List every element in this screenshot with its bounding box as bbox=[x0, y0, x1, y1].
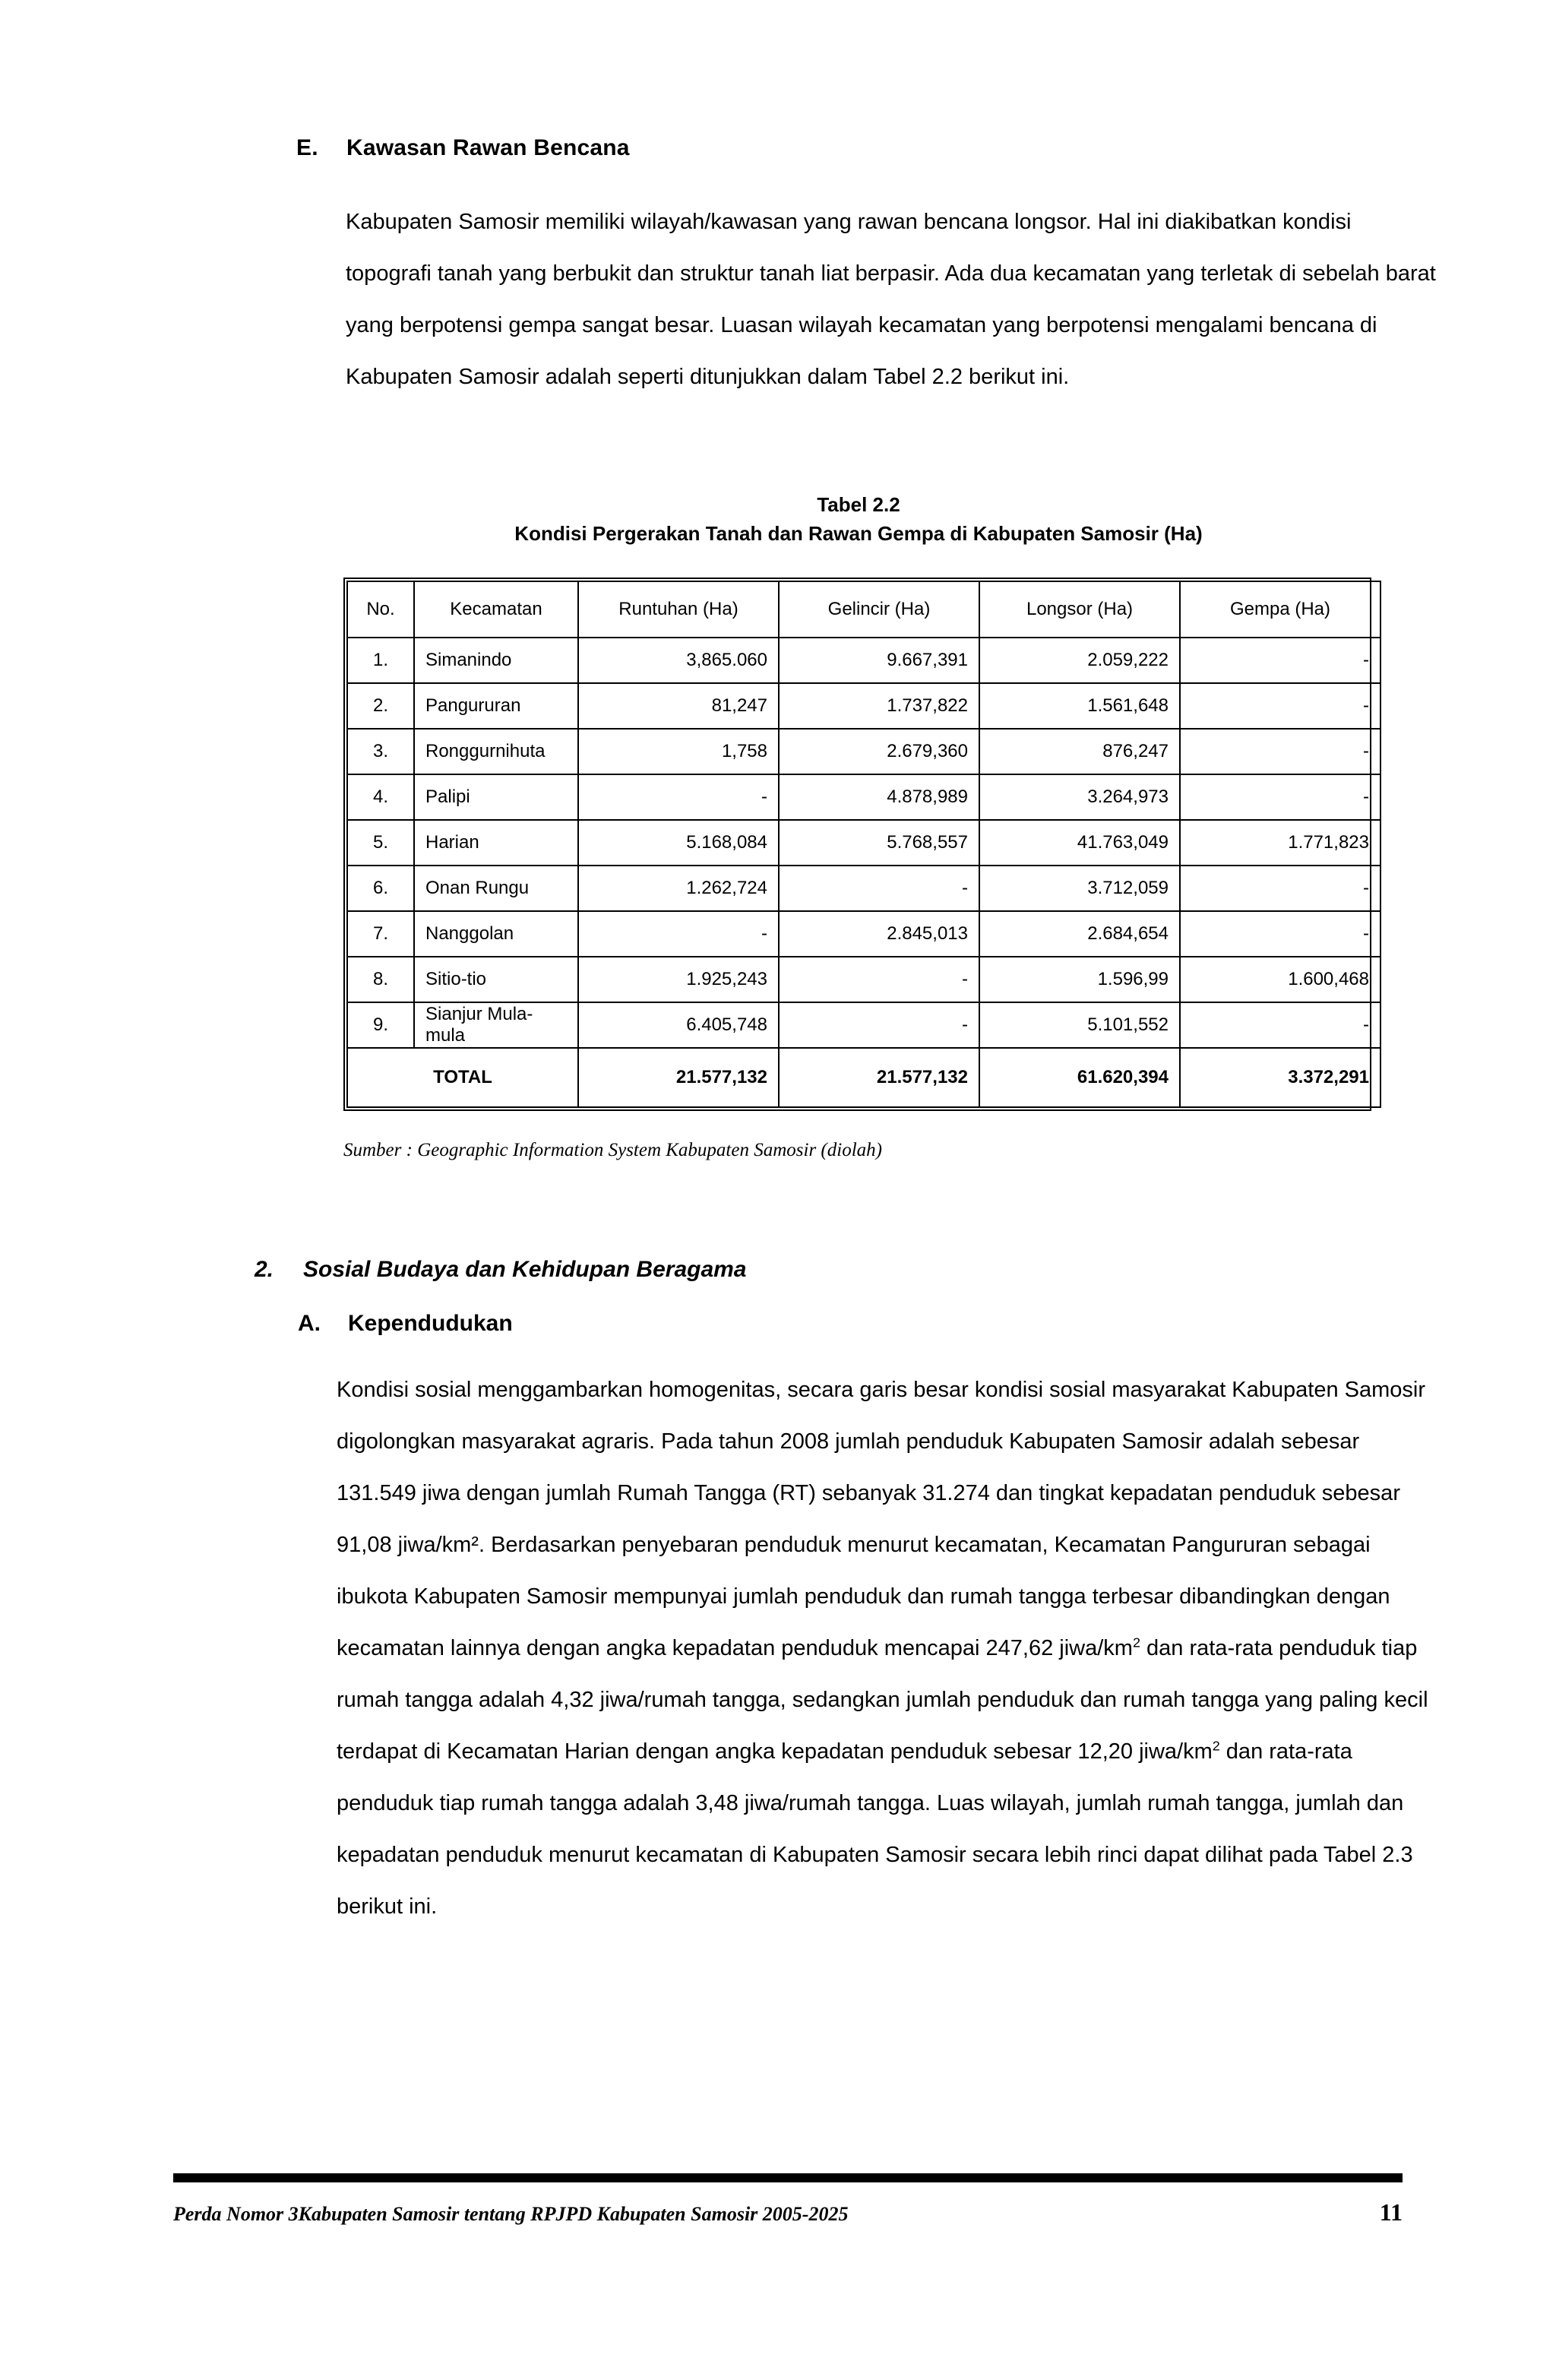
cell-kecamatan: Harian bbox=[414, 820, 578, 866]
cell-total-label: TOTAL bbox=[347, 1048, 578, 1107]
heading-section-e-marker: E. bbox=[296, 135, 318, 160]
page-footer bbox=[173, 2198, 1403, 2227]
cell-runtuhan: 3,865.060 bbox=[578, 638, 779, 683]
cell-gempa: - bbox=[1180, 683, 1380, 729]
table-header bbox=[347, 581, 1380, 638]
cell-no: 2. bbox=[347, 683, 414, 729]
cell-gelincir: 2.845,013 bbox=[779, 911, 979, 957]
cell-gelincir: - bbox=[779, 957, 979, 1002]
cell-runtuhan: - bbox=[578, 911, 779, 957]
cell-runtuhan: 81,247 bbox=[578, 683, 779, 729]
cell-no: 3. bbox=[347, 729, 414, 774]
cell-kecamatan: Ronggurnihuta bbox=[414, 729, 578, 774]
cell-gempa: - bbox=[1180, 774, 1380, 820]
cell-no: 9. bbox=[347, 1002, 414, 1048]
paragraph-part-1: Kondisi sosial menggambarkan homogenitas, secara garis besar kondisi sosial masyarakat Kabupaten Samosir digolongkan masyarakat agraris. Pada tahun 2008 jumlah penduduk Kabupaten Samosir adalah sebesar 131.549 jiwa dengan jumlah Rumah Tangga (RT) sebanyak 31.274 dan tingkat kepadatan penduduk sebesar 91,08 jiwa/km². Berdasarkan penyebaran penduduk menurut kecamatan, Kecamatan Pangururan sebagai ibukota Kabupaten Samosir mempunyai jumlah penduduk dan rumah tangga terbesar dibandingkan dengan kecamatan lainnya dengan angka kepadatan penduduk mencapai 247,62 jiwa/km bbox=[337, 1378, 1426, 1660]
table-row bbox=[347, 683, 1380, 729]
cell-longsor: 3.264,973 bbox=[979, 774, 1180, 820]
cell-longsor: 41.763,049 bbox=[979, 820, 1180, 866]
superscript-squared: 2 bbox=[1132, 1635, 1140, 1650]
cell-no: 4. bbox=[347, 774, 414, 820]
heading-section-2-title: Sosial Budaya dan Kehidupan Beragama bbox=[303, 1257, 747, 1282]
heading-section-a-marker: A. bbox=[298, 1311, 321, 1336]
table-source-note: Sumber : Geographic Information System Kabupaten Samosir (diolah) bbox=[343, 1140, 882, 1160]
cell-total-longsor: 61.620,394 bbox=[979, 1048, 1180, 1107]
heading-section-a bbox=[298, 1311, 1437, 1337]
cell-longsor: 3.712,059 bbox=[979, 866, 1180, 911]
paragraph-kependudukan bbox=[337, 1364, 1442, 1932]
cell-no: 8. bbox=[347, 957, 414, 1002]
cell-kecamatan: Sianjur Mula-mula bbox=[414, 1002, 578, 1048]
column-header-runtuhan: Runtuhan (Ha) bbox=[578, 581, 779, 638]
cell-no: 1. bbox=[347, 638, 414, 683]
cell-no: 6. bbox=[347, 866, 414, 911]
footer-divider bbox=[173, 2173, 1403, 2182]
column-header-longsor: Longsor (Ha) bbox=[979, 581, 1180, 638]
cell-gelincir: - bbox=[779, 1002, 979, 1048]
table-row bbox=[347, 638, 1380, 683]
column-header-kecamatan: Kecamatan bbox=[414, 581, 578, 638]
cell-runtuhan: 1,758 bbox=[578, 729, 779, 774]
cell-kecamatan: Simanindo bbox=[414, 638, 578, 683]
paragraph-part-2: dan rata-rata penduduk tiap rumah tangga adalah 4,32 jiwa/rumah tangga, sedangkan jumlah penduduk dan rumah tangga yang paling kecil terdapat di Kecamatan Harian dengan angka kepadatan penduduk sebesar 12,20 jiwa/km bbox=[337, 1636, 1428, 1764]
cell-gempa: - bbox=[1180, 638, 1380, 683]
cell-gelincir: 4.878,989 bbox=[779, 774, 979, 820]
heading-section-e bbox=[296, 135, 1436, 161]
cell-runtuhan: - bbox=[578, 774, 779, 820]
cell-no: 7. bbox=[347, 911, 414, 957]
column-header-no: No. bbox=[347, 581, 414, 638]
cell-gelincir: 1.737,822 bbox=[779, 683, 979, 729]
table-body bbox=[347, 638, 1380, 1107]
heading-section-2-marker: 2. bbox=[255, 1257, 274, 1282]
page-number: 11 bbox=[1379, 2198, 1403, 2226]
paragraph-part-3: dan rata-rata penduduk tiap rumah tangga adalah 3,48 jiwa/rumah tangga. Luas wilayah, jumlah rumah tangga, jumlah dan kepadatan penduduk menurut kecamatan di Kabupaten Samosir secara lebih rinci dapat dilihat pada Tabel 2.3 berikut ini. bbox=[337, 1739, 1413, 1919]
cell-total-gempa: 3.372,291 bbox=[1180, 1048, 1380, 1107]
cell-kecamatan: Sitio-tio bbox=[414, 957, 578, 1002]
paragraph-text bbox=[337, 1364, 1442, 1932]
paragraph-text: Kabupaten Samosir memiliki wilayah/kawasan yang rawan bencana longsor. Hal ini diakibatkan kondisi topografi tanah yang berbukit dan struktur tanah liat berpasir. Ada dua kecamatan yang terletak di sebelah barat yang berpotensi gempa sangat besar. Luasan wilayah kecamatan yang berpotensi mengalami bencana di Kabupaten Samosir adalah seperti ditunjukkan dalam Tabel 2.2 berikut ini. bbox=[346, 210, 1436, 389]
table-caption bbox=[346, 490, 1371, 548]
table-2-2 bbox=[343, 578, 1371, 1111]
cell-kecamatan: Palipi bbox=[414, 774, 578, 820]
cell-total-gelincir: 21.577,132 bbox=[779, 1048, 979, 1107]
cell-runtuhan: 1.262,724 bbox=[578, 866, 779, 911]
table-row bbox=[347, 957, 1380, 1002]
heading-section-2 bbox=[255, 1257, 1394, 1283]
cell-gempa: - bbox=[1180, 729, 1380, 774]
cell-longsor: 876,247 bbox=[979, 729, 1180, 774]
table-row bbox=[347, 1002, 1380, 1048]
cell-gempa: - bbox=[1180, 911, 1380, 957]
cell-gempa: 1.600,468 bbox=[1180, 957, 1380, 1002]
cell-longsor: 5.101,552 bbox=[979, 1002, 1180, 1048]
cell-longsor: 2.059,222 bbox=[979, 638, 1180, 683]
cell-longsor: 2.684,654 bbox=[979, 911, 1180, 957]
heading-section-a-title: Kependudukan bbox=[348, 1311, 513, 1336]
cell-kecamatan: Nanggolan bbox=[414, 911, 578, 957]
cell-gempa: - bbox=[1180, 1002, 1380, 1048]
cell-longsor: 1.596,99 bbox=[979, 957, 1180, 1002]
table-header-row bbox=[347, 581, 1380, 638]
superscript-squared: 2 bbox=[1212, 1738, 1220, 1754]
table-row bbox=[347, 729, 1380, 774]
cell-gelincir: - bbox=[779, 866, 979, 911]
cell-gelincir: 9.667,391 bbox=[779, 638, 979, 683]
cell-no: 5. bbox=[347, 820, 414, 866]
cell-longsor: 1.561,648 bbox=[979, 683, 1180, 729]
cell-runtuhan: 5.168,084 bbox=[578, 820, 779, 866]
table-caption-line2: Kondisi Pergerakan Tanah dan Rawan Gempa di Kabupaten Samosir (Ha) bbox=[514, 522, 1203, 545]
table-row bbox=[347, 774, 1380, 820]
table-row bbox=[347, 820, 1380, 866]
cell-runtuhan: 6.405,748 bbox=[578, 1002, 779, 1048]
column-header-gelincir: Gelincir (Ha) bbox=[779, 581, 979, 638]
column-header-gempa: Gempa (Ha) bbox=[1180, 581, 1380, 638]
heading-section-e-title: Kawasan Rawan Bencana bbox=[346, 135, 630, 160]
footer-text: Perda Nomor 3Kabupaten Samosir tentang RPJPD Kabupaten Samosir 2005-2025 bbox=[173, 2203, 849, 2225]
table-row bbox=[347, 866, 1380, 911]
table-caption-line1: Tabel 2.2 bbox=[817, 493, 900, 516]
cell-runtuhan: 1.925,243 bbox=[578, 957, 779, 1002]
paragraph-kawasan-rawan-bencana bbox=[346, 196, 1442, 403]
cell-gempa: 1.771,823 bbox=[1180, 820, 1380, 866]
table-kondisi-pergerakan-tanah bbox=[346, 581, 1381, 1108]
cell-gelincir: 5.768,557 bbox=[779, 820, 979, 866]
cell-kecamatan: Pangururan bbox=[414, 683, 578, 729]
cell-total-runtuhan: 21.577,132 bbox=[578, 1048, 779, 1107]
table-row bbox=[347, 911, 1380, 957]
table-total-row bbox=[347, 1048, 1380, 1107]
cell-kecamatan: Onan Rungu bbox=[414, 866, 578, 911]
cell-gempa: - bbox=[1180, 866, 1380, 911]
cell-gelincir: 2.679,360 bbox=[779, 729, 979, 774]
